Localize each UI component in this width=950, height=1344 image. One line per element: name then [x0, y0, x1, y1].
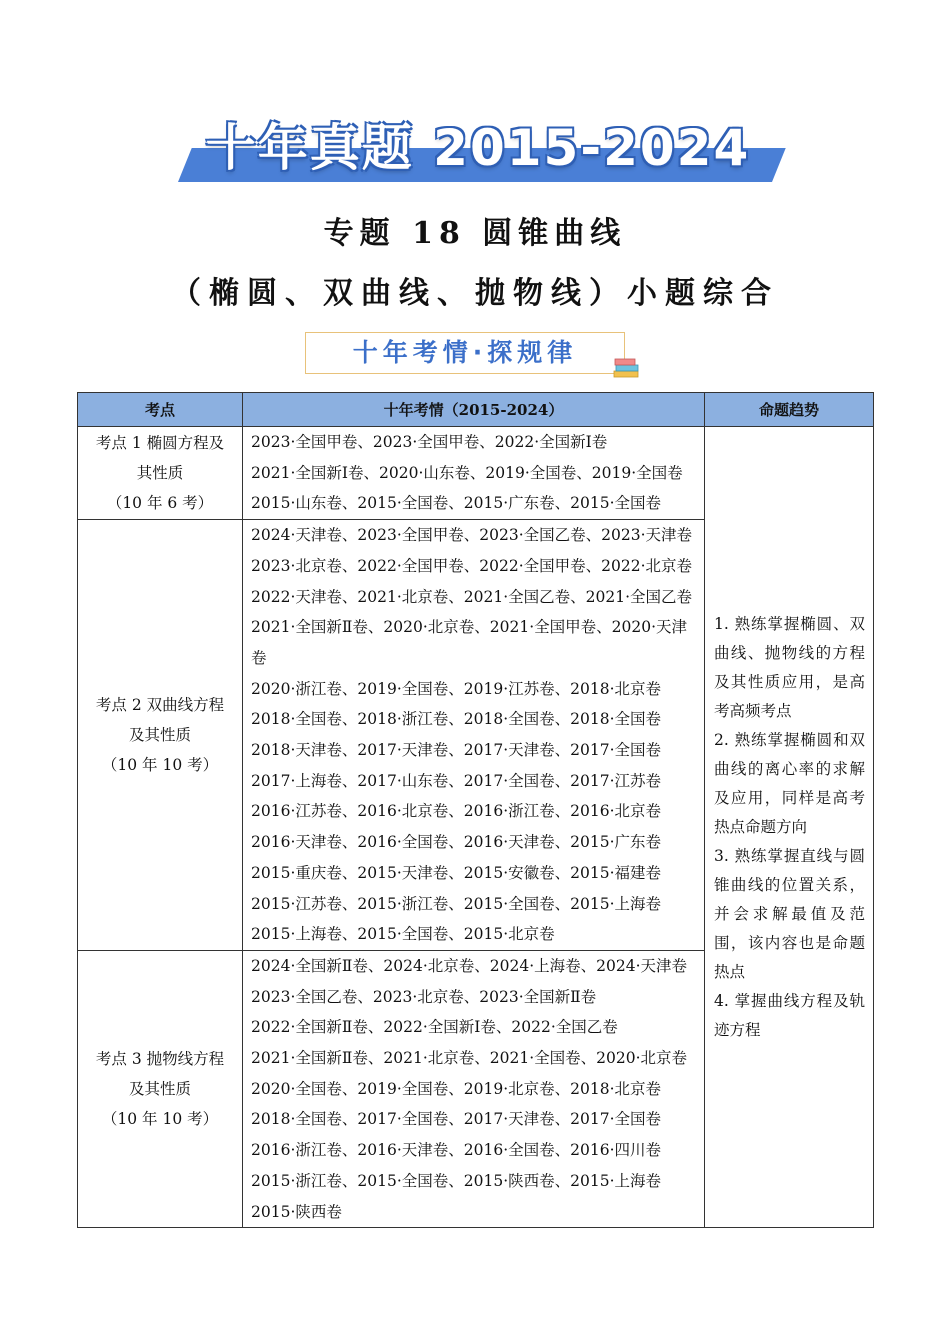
banner-text: 十年真题 2015-2024 — [205, 119, 751, 177]
books-icon — [612, 356, 642, 380]
years-cell: 2024·天津卷、2023·全国甲卷、2023·全国乙卷、2023·天津卷 2023·北京卷、2022·全国甲卷、2022·全国甲卷、2022·北京卷 2022·天津卷、2021·北京卷、2021·全国乙卷、2021·全国乙卷 2021·全国新Ⅱ卷、2020·北京卷、2021·全国甲卷、2020·天津卷 2020·浙江卷、2019·全国卷、2019·江苏卷、2018·北京卷 2018·全国卷、2018·浙江卷、2018·全国卷、2018·全国卷 2018·天津卷、2017·天津卷、2017·天津卷、2017·全国卷 2017·上海卷、2017·山东卷、2017·全国卷、2017·江苏卷 2016·江苏卷、2016·北京卷、2016·浙江卷、2016·北京卷 2016·天津卷、2016·全国卷、2016·天津卷、2015·广东卷 2015·重庆卷、2015·天津卷、2015·安徽卷、2015·福建卷 2015·江苏卷、2015·浙江卷、2015·全国卷、2015·上海卷 2015·上海卷、2015·全国卷、2015·北京卷 — [243, 520, 705, 951]
table-row — [78, 427, 874, 520]
trend-item: 2. 熟练掌握椭圆和双曲线的离心率的求解及应用，同样是高考热点命题方向 — [714, 730, 865, 836]
badge-text: 十年考情·探规律 — [352, 338, 578, 367]
title-banner — [178, 118, 772, 184]
years-cell: 2024·全国新Ⅱ卷、2024·北京卷、2024·上海卷、2024·天津卷 2023·全国乙卷、2023·北京卷、2023·全国新Ⅱ卷 2022·全国新Ⅱ卷、2022·全国新Ⅰ卷、2022·全国乙卷 2021·全国新Ⅱ卷、2021·北京卷、2021·全国卷、2020·北京卷 2020·全国卷、2019·全国卷、2019·北京卷、2018·北京卷 2018·全国卷、2017·全国卷、2017·天津卷、2017·全国卷 2016·浙江卷、2016·天津卷、2016·全国卷、2016·四川卷 2015·浙江卷、2015·全国卷、2015·陕西卷、2015·上海卷 2015·陕西卷 — [243, 950, 705, 1227]
header-trend: 命题趋势 — [705, 393, 874, 427]
exam-stats-table — [77, 392, 874, 1228]
trend-item: 4. 掌握曲线方程及轨迹方程 — [714, 991, 865, 1039]
point-cell: 考点 3 抛物线方程 及其性质 （10 年 10 考） — [78, 950, 243, 1227]
trend-item: 1. 熟练掌握椭圆、双曲线、抛物线的方程及其性质应用，是高考高频考点 — [714, 614, 865, 720]
point-cell: 考点 2 双曲线方程 及其性质 （10 年 10 考） — [78, 520, 243, 951]
topic-subtitle: （椭圆、双曲线、抛物线）小题综合 — [171, 276, 779, 311]
years-cell: 2023·全国甲卷、2023·全国甲卷、2022·全国新Ⅰ卷 2021·全国新Ⅰ卷、2020·山东卷、2019·全国卷、2019·全国卷 2015·山东卷、2015·全国卷、2015·广东卷、2015·全国卷 — [243, 427, 705, 520]
header-years: 十年考情（2015-2024） — [243, 393, 705, 427]
section-badge — [305, 332, 625, 374]
trend-item: 3. 熟练掌握直线与圆锥曲线的位置关系，并会求解最值及范围，该内容也是命题热点 — [714, 846, 865, 981]
trend-cell — [705, 427, 874, 1228]
point-cell: 考点 1 椭圆方程及 其性质 （10 年 6 考） — [78, 427, 243, 520]
header-point: 考点 — [78, 393, 243, 427]
table-header-row — [78, 393, 874, 427]
topic-title: 专题 18 圆锥曲线 — [323, 216, 627, 251]
